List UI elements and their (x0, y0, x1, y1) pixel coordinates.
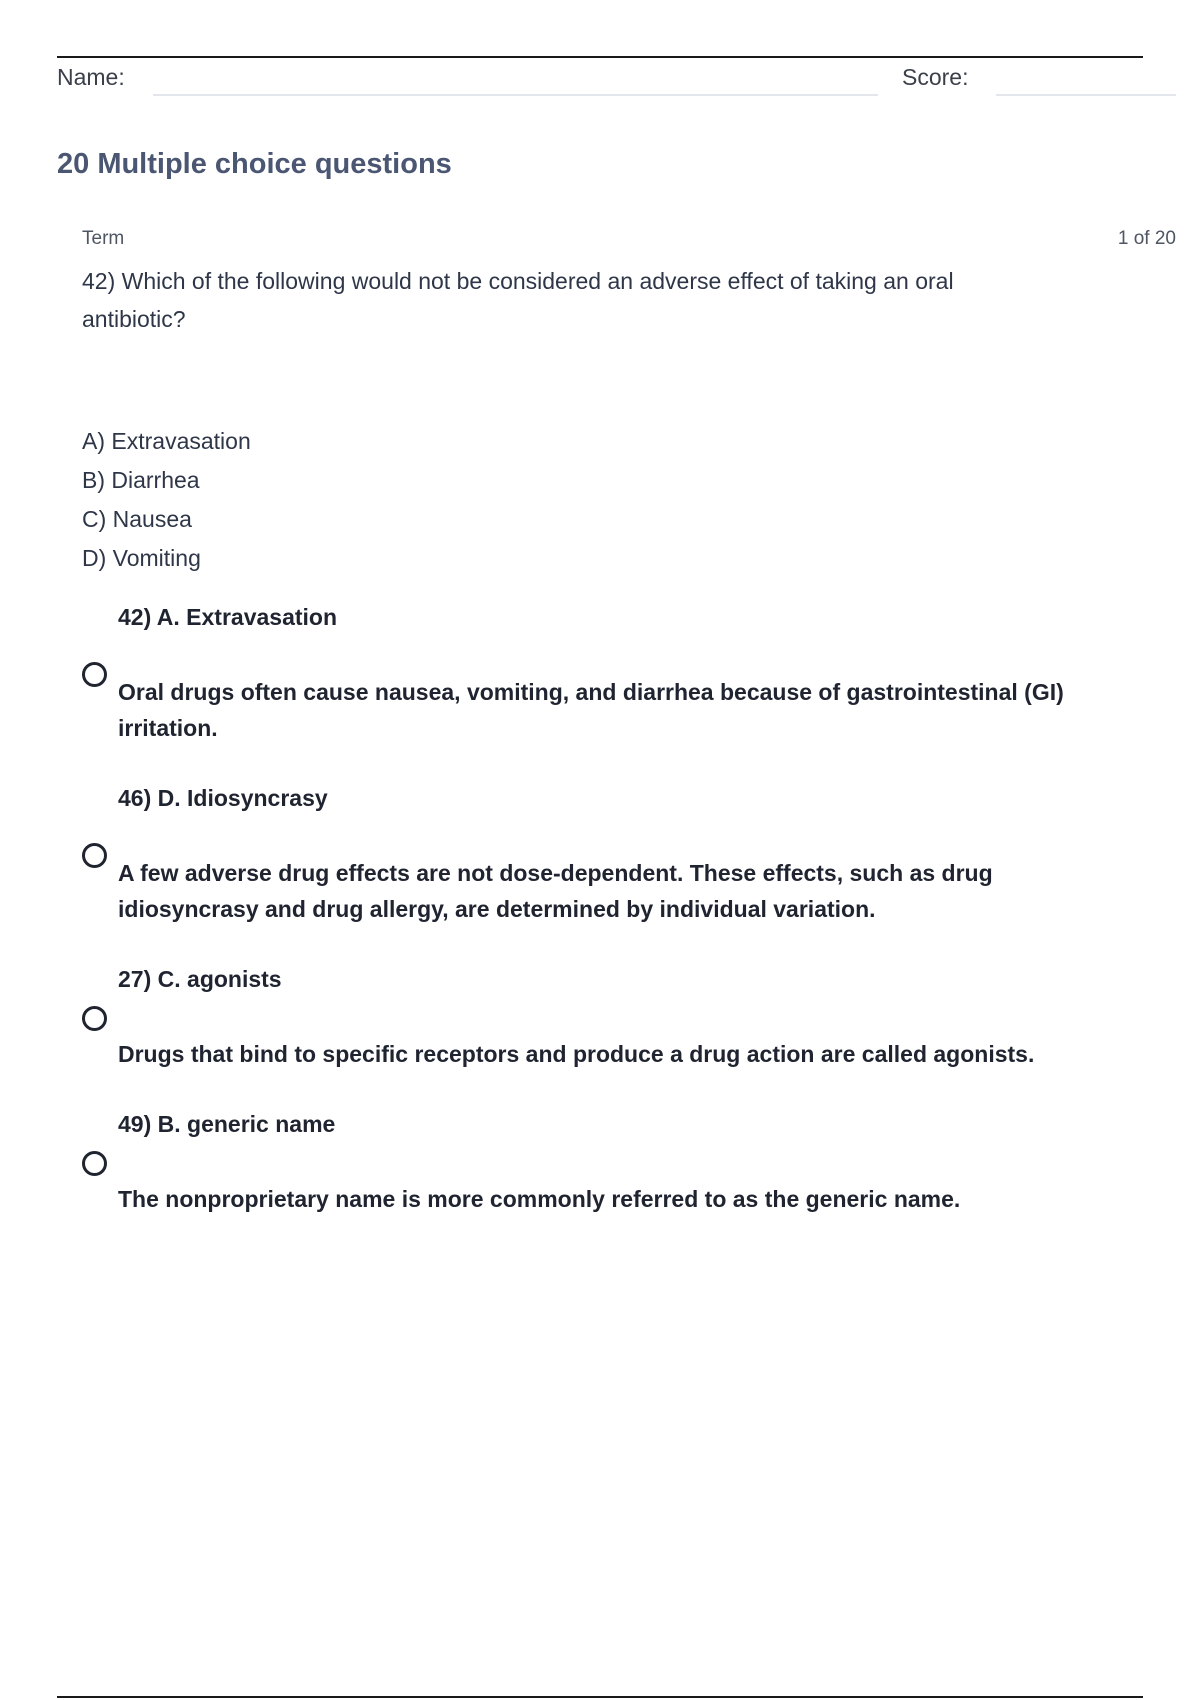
answer-option-title: 46) D. Idiosyncrasy (118, 785, 328, 811)
answer-option-title: 27) C. agonists (118, 966, 282, 992)
answer-option-title: 49) B. generic name (118, 1111, 336, 1137)
answer-option-title: 42) A. Extravasation (118, 604, 338, 630)
score-label: Score: (902, 64, 969, 90)
question-text: 42) Which of the following would not be considered an adverse effect of taking an oral antibiotic? (82, 268, 954, 332)
choice-item: D) Vomiting (82, 545, 201, 571)
choice-item: C) Nausea (82, 506, 192, 532)
radio-button[interactable] (82, 843, 107, 868)
answer-option-explanation: Oral drugs often cause nausea, vomiting, and diarrhea because of gastrointestinal (GI) irritation. (118, 679, 1064, 741)
name-label: Name: (57, 64, 125, 90)
term-label: Term (82, 228, 125, 249)
score-input-line[interactable] (996, 94, 1176, 96)
choice-item: A) Extravasation (82, 428, 251, 454)
name-input-line[interactable] (153, 94, 878, 96)
radio-button[interactable] (82, 1151, 107, 1176)
radio-button[interactable] (82, 1006, 107, 1031)
choice-item: B) Diarrhea (82, 467, 200, 493)
bottom-rule (57, 1696, 1143, 1698)
choice-list (82, 422, 251, 578)
top-rule (57, 56, 1143, 58)
answer-option-explanation: The nonproprietary name is more commonly referred to as the generic name. (118, 1186, 961, 1212)
answer-option-explanation: A few adverse drug effects are not dose-dependent. These effects, such as drug idiosyncrasy and drug allergy, are determined by individual variation. (118, 860, 993, 922)
question-counter: 1 of 20 (1117, 228, 1176, 249)
radio-button[interactable] (82, 662, 107, 687)
section-title: 20 Multiple choice questions (57, 148, 452, 180)
answer-option-explanation: Drugs that bind to specific receptors and produce a drug action are called agonists. (118, 1041, 1035, 1067)
